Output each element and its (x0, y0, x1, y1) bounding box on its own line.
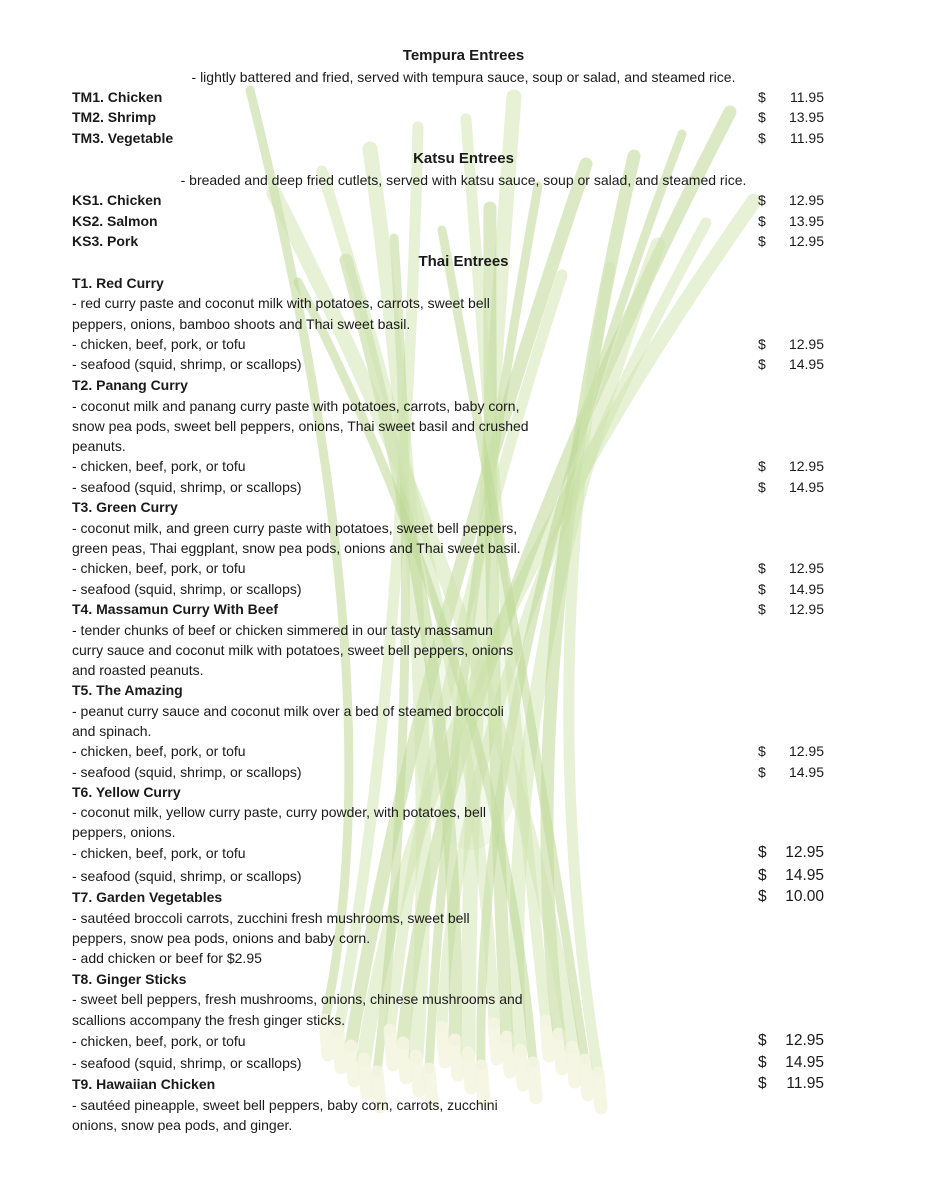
item-name: T8. Ginger Sticks (72, 971, 187, 987)
item-description-row (0, 314, 927, 334)
currency-symbol: $ (758, 213, 766, 229)
item-name: TM3. Vegetable (72, 130, 174, 146)
section-title: Thai Entrees (418, 253, 509, 270)
currency-symbol: $ (758, 601, 766, 617)
menu-item-row (0, 87, 927, 107)
option-label: - seafood (squid, shrimp, or scallops) (72, 1055, 302, 1071)
item-description-row (0, 640, 927, 660)
item-name: T2. Panang Curry (72, 377, 188, 393)
section-subtitle: - lightly battered and fried, served with tempura sauce, soup or salad, and steamed rice. (191, 69, 736, 85)
item-description: - red curry paste and coconut milk with potatoes, carrots, sweet bell (72, 295, 490, 311)
item-description-row (0, 802, 927, 822)
currency-symbol: $ (758, 888, 767, 905)
item-name: T7. Garden Vegetables (72, 889, 223, 905)
price-amount: 14.95 (788, 764, 824, 780)
section-title: Tempura Entrees (402, 47, 525, 64)
price-amount: 14.95 (788, 581, 824, 597)
item-name: KS2. Salmon (72, 213, 158, 229)
item-option-row (0, 741, 927, 761)
item-description: peppers, onions, bamboo shoots and Thai sweet basil. (72, 316, 411, 332)
price-amount: 11.95 (790, 130, 824, 146)
price-amount: 12.95 (785, 1032, 824, 1049)
item-name: TM2. Shrimp (72, 109, 157, 125)
currency-symbol: $ (758, 560, 766, 576)
section-title: Katsu Entrees (413, 150, 514, 167)
item-description: and spinach. (72, 723, 152, 739)
item-description: peanuts. (72, 438, 126, 454)
currency-symbol: $ (758, 867, 767, 884)
item-description-row (0, 1115, 927, 1135)
item-description: peppers, onions. (72, 824, 176, 840)
currency-symbol: $ (758, 356, 766, 372)
option-label: - chicken, beef, pork, or tofu (72, 560, 246, 576)
price-amount: 12.95 (788, 601, 824, 617)
section-title-row (0, 252, 927, 272)
item-description-row (0, 701, 927, 721)
menu-item-row (0, 497, 927, 517)
currency-symbol: $ (758, 458, 766, 474)
menu-item-row (0, 231, 927, 251)
price-amount: 14.95 (788, 356, 824, 372)
price-amount: 12.95 (788, 233, 824, 249)
item-option-row (0, 843, 927, 863)
item-option-row (0, 354, 927, 374)
option-label: - chicken, beef, pork, or tofu (72, 336, 246, 352)
section-subtitle-row (0, 170, 927, 190)
item-description: and roasted peanuts. (72, 662, 204, 678)
item-description-row (0, 538, 927, 558)
currency-symbol: $ (758, 743, 766, 759)
item-name: TM1. Chicken (72, 89, 163, 105)
item-description-row (0, 928, 927, 948)
price-amount: 14.95 (785, 1054, 824, 1071)
currency-symbol: $ (758, 844, 767, 861)
menu-item-row (0, 128, 927, 148)
price-amount: 12.95 (788, 560, 824, 576)
item-name: KS3. Pork (72, 233, 139, 249)
item-option-row (0, 477, 927, 497)
item-description-row (0, 293, 927, 313)
price-amount: 11.95 (786, 1075, 824, 1092)
item-name: T9. Hawaiian Chicken (72, 1076, 216, 1092)
currency-symbol: $ (758, 479, 766, 495)
item-description: curry sauce and coconut milk with potatoes, sweet bell peppers, onions (72, 642, 514, 658)
item-description: - sautéed broccoli carrots, zucchini fresh mushrooms, sweet bell (72, 910, 470, 926)
currency-symbol: $ (758, 192, 766, 208)
currency-symbol: $ (758, 1054, 767, 1071)
price-amount: 12.95 (788, 336, 824, 352)
item-description-row (0, 721, 927, 741)
item-description: - peanut curry sauce and coconut milk over a bed of steamed broccoli (72, 703, 504, 719)
item-description-row (0, 1095, 927, 1115)
menu-item-row (0, 599, 927, 619)
price-amount: 13.95 (788, 213, 824, 229)
currency-symbol: $ (758, 581, 766, 597)
item-description: - sautéed pineapple, sweet bell peppers, baby corn, carrots, zucchini (72, 1097, 498, 1113)
menu-item-row (0, 680, 927, 700)
item-description-row (0, 989, 927, 1009)
item-description-row (0, 416, 927, 436)
price-amount: 14.95 (788, 479, 824, 495)
item-option-row (0, 1031, 927, 1051)
option-label: - seafood (squid, shrimp, or scallops) (72, 479, 302, 495)
currency-symbol: $ (758, 1032, 767, 1049)
currency-symbol: $ (758, 109, 766, 125)
menu-item-row (0, 190, 927, 210)
price-amount: 12.95 (788, 743, 824, 759)
section-title-row (0, 46, 927, 66)
item-description: - coconut milk and panang curry paste with potatoes, carrots, baby corn, (72, 398, 520, 414)
menu-item-row (0, 211, 927, 231)
currency-symbol: $ (758, 1075, 767, 1092)
option-label: - seafood (squid, shrimp, or scallops) (72, 581, 302, 597)
menu-item-row (0, 107, 927, 127)
price-amount: 12.95 (788, 458, 824, 474)
price-amount: 12.95 (785, 844, 824, 861)
item-description: - coconut milk, and green curry paste with potatoes, sweet bell peppers, (72, 520, 518, 536)
price-amount: 11.95 (790, 89, 824, 105)
currency-symbol: $ (758, 130, 766, 146)
price-amount: 10.00 (785, 888, 824, 905)
currency-symbol: $ (758, 89, 766, 105)
menu-item-row (0, 375, 927, 395)
price-amount: 13.95 (788, 109, 824, 125)
item-description-row (0, 396, 927, 416)
item-option-row (0, 334, 927, 354)
currency-symbol: $ (758, 233, 766, 249)
menu-item-row (0, 273, 927, 293)
item-option-row (0, 456, 927, 476)
option-label: - chicken, beef, pork, or tofu (72, 458, 246, 474)
item-name: T5. The Amazing (72, 682, 183, 698)
currency-symbol: $ (758, 336, 766, 352)
section-title-row (0, 149, 927, 169)
item-description-row (0, 908, 927, 928)
item-description-row (0, 436, 927, 456)
item-description: peppers, snow pea pods, onions and baby corn. (72, 930, 371, 946)
item-description-row (0, 948, 927, 968)
item-option-row (0, 762, 927, 782)
item-description-row (0, 620, 927, 640)
option-label: - chicken, beef, pork, or tofu (72, 845, 246, 861)
menu-item-row (0, 887, 927, 907)
item-option-row (0, 558, 927, 578)
option-label: - chicken, beef, pork, or tofu (72, 743, 246, 759)
menu-item-row (0, 1074, 927, 1094)
item-description: onions, snow pea pods, and ginger. (72, 1117, 293, 1133)
item-description: scallions accompany the fresh ginger sticks. (72, 1012, 346, 1028)
price-amount: 12.95 (788, 192, 824, 208)
option-label: - chicken, beef, pork, or tofu (72, 1033, 246, 1049)
item-name: T6. Yellow Curry (72, 784, 181, 800)
item-description: - add chicken or beef for $2.95 (72, 950, 262, 966)
item-description-row (0, 822, 927, 842)
section-subtitle-row (0, 67, 927, 87)
item-description: green peas, Thai eggplant, snow pea pods, onions and Thai sweet basil. (72, 540, 521, 556)
item-description: snow pea pods, sweet bell peppers, onions, Thai sweet basil and crushed (72, 418, 529, 434)
item-option-row (0, 866, 927, 886)
item-description-row (0, 660, 927, 680)
menu-item-row (0, 969, 927, 989)
option-label: - seafood (squid, shrimp, or scallops) (72, 764, 302, 780)
item-option-row (0, 579, 927, 599)
price-amount: 14.95 (785, 867, 824, 884)
item-description: - sweet bell peppers, fresh mushrooms, onions, chinese mushrooms and (72, 991, 523, 1007)
option-label: - seafood (squid, shrimp, or scallops) (72, 356, 302, 372)
item-description-row (0, 518, 927, 538)
item-description: - tender chunks of beef or chicken simmered in our tasty massamun (72, 622, 493, 638)
item-name: T3. Green Curry (72, 499, 178, 515)
item-description: - coconut milk, yellow curry paste, curry powder, with potatoes, bell (72, 804, 486, 820)
item-option-row (0, 1053, 927, 1073)
item-name: KS1. Chicken (72, 192, 162, 208)
menu-item-row (0, 782, 927, 802)
item-name: T1. Red Curry (72, 275, 164, 291)
section-subtitle: - breaded and deep fried cutlets, served with katsu sauce, soup or salad, and steamed rice. (180, 172, 747, 188)
item-name: T4. Massamun Curry With Beef (72, 601, 279, 617)
currency-symbol: $ (758, 764, 766, 780)
option-label: - seafood (squid, shrimp, or scallops) (72, 868, 302, 884)
item-description-row (0, 1010, 927, 1030)
